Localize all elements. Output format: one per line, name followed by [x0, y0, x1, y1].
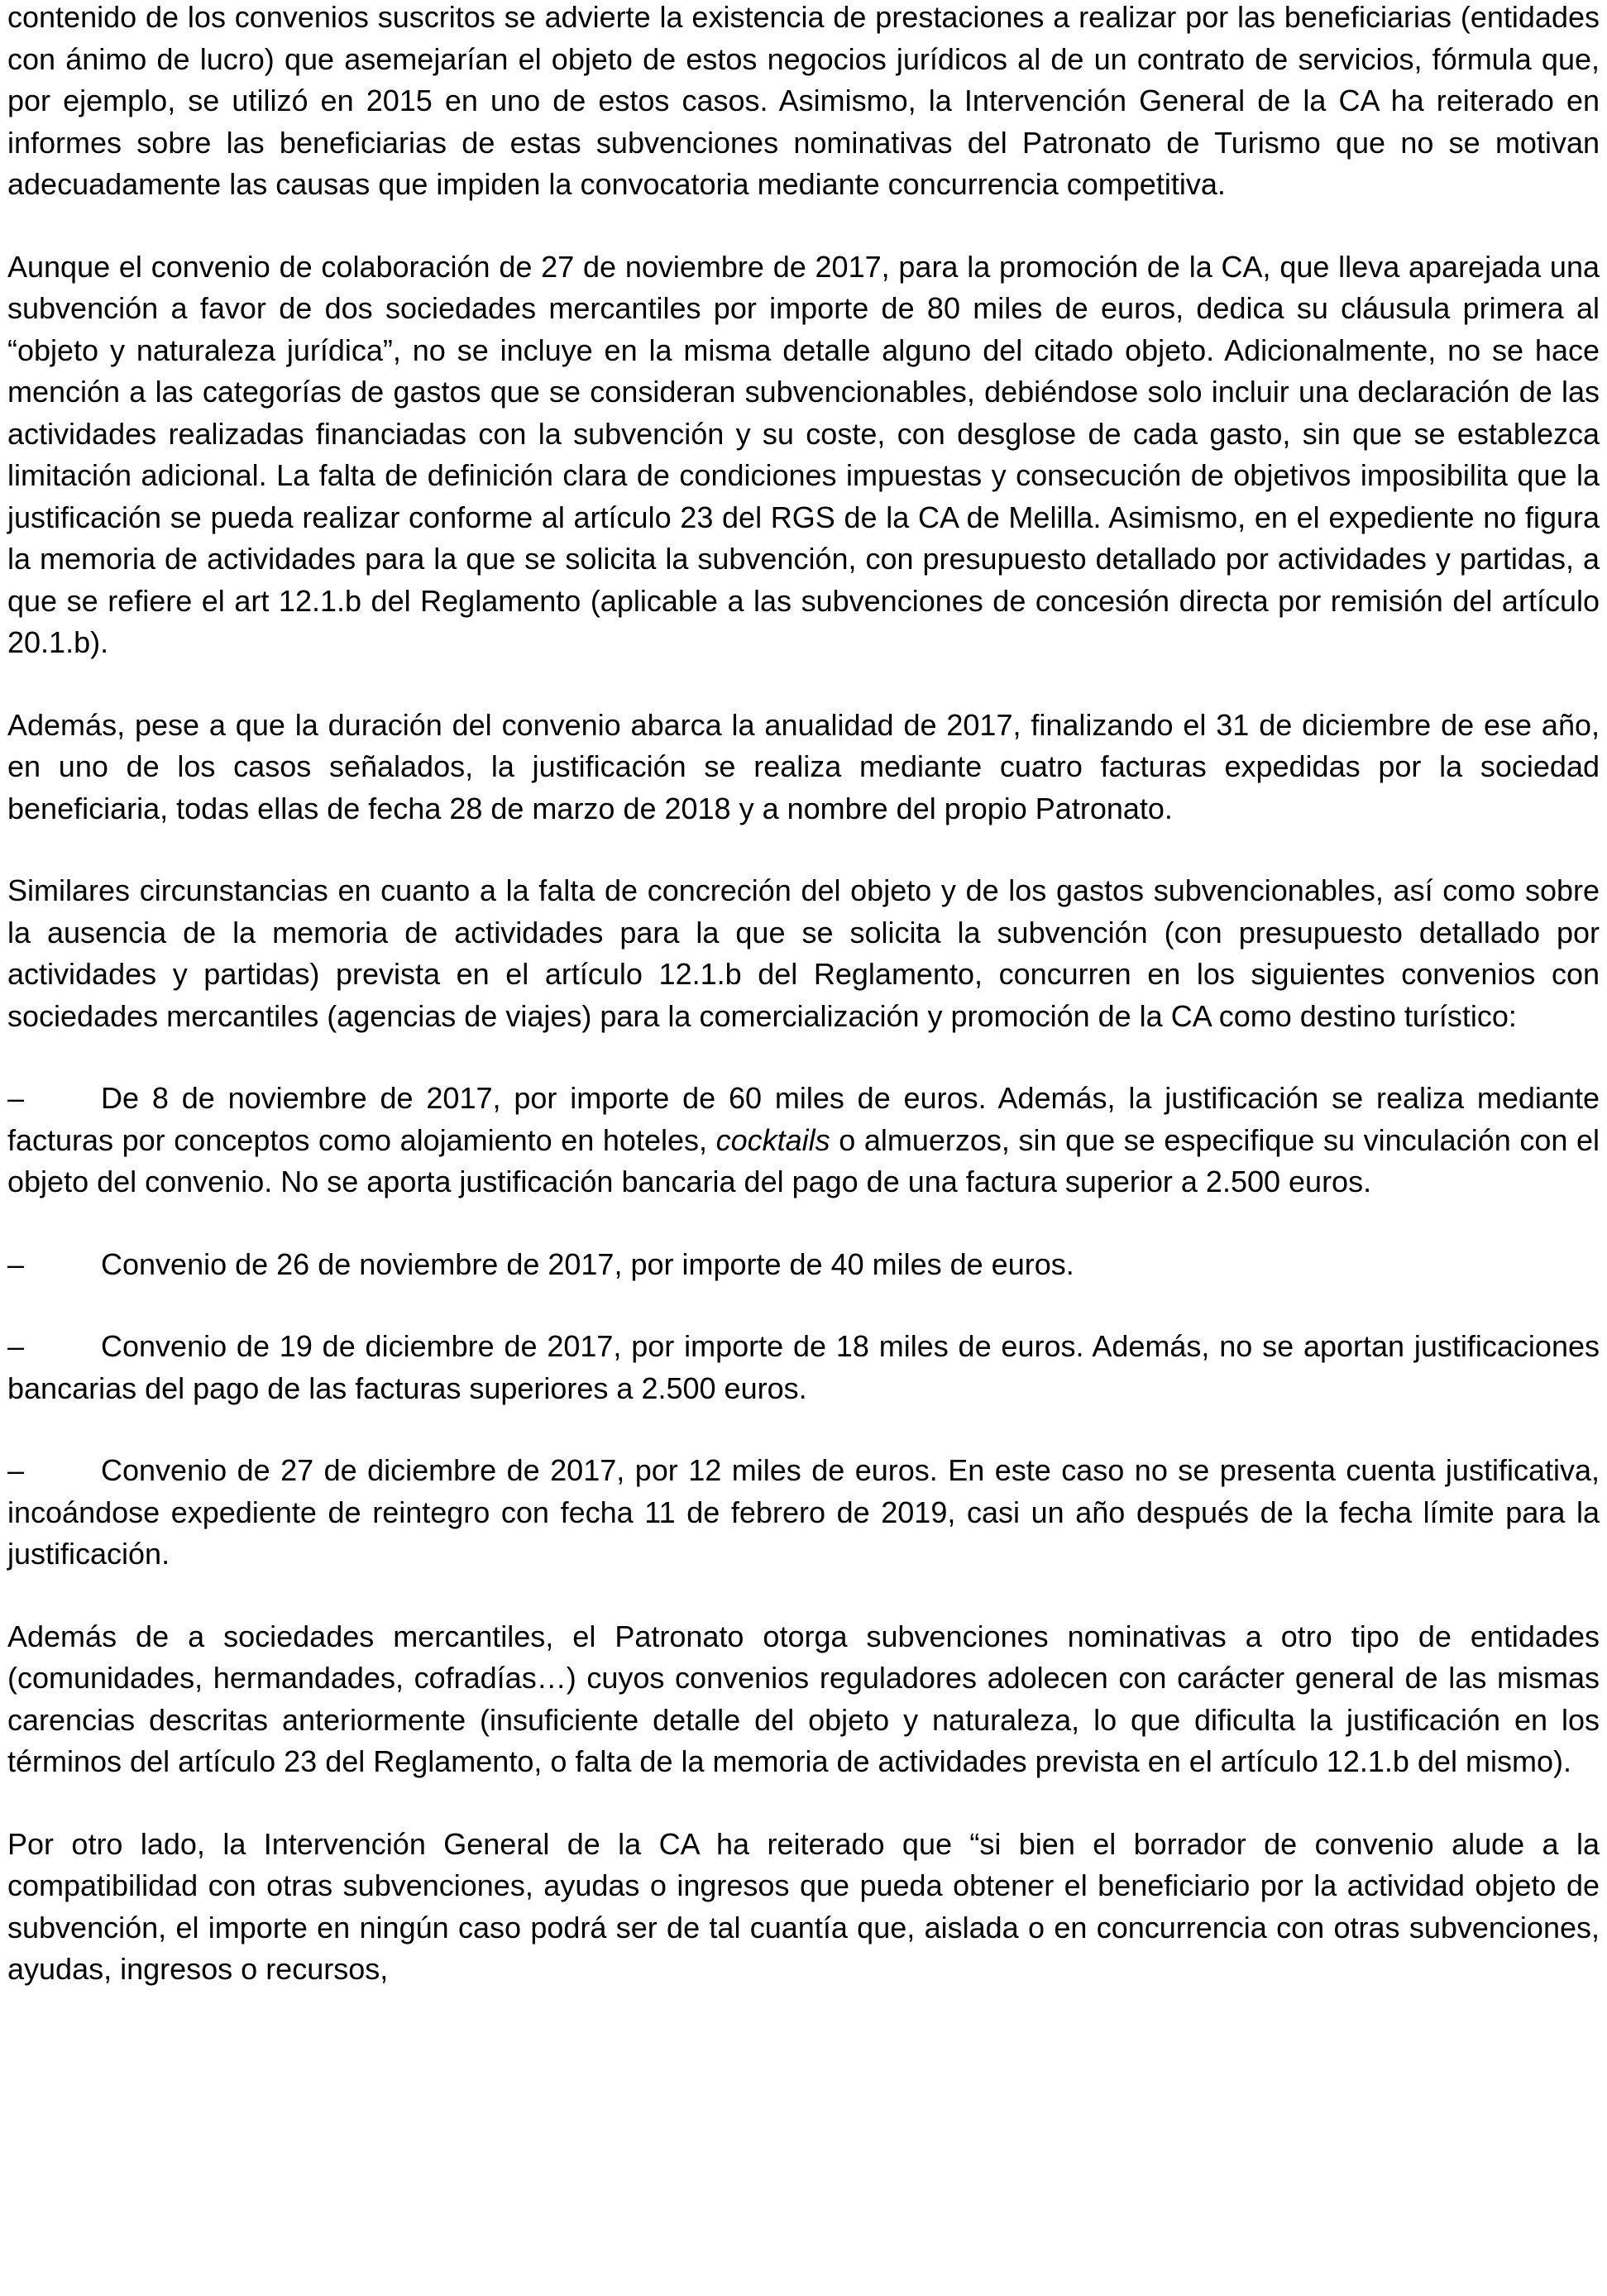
- paragraph-2: Aunque el convenio de colaboración de 27 de noviembre de 2017, para la promoción de la CA, que lleva aparejada una subvención a favor de dos sociedades mercantiles por importe de 80 miles de euros, dedica su cláusula primera al “objeto y naturaleza jurídica”, no se incluye en la misma detalle alguno del citado objeto. Adicionalmente, no se hace mención a las categorías de gastos que se consideran subvencionables, debiéndose solo incluir una declaración de las actividades realizadas financiadas con la subvención y su coste, con desglose de cada gasto, sin que se establezca limitación adicional. La falta de definición clara de condiciones impuestas y consecución de objetivos imposibilita que la justificación se pueda realizar conforme al artículo 23 del RGS de la CA de Melilla. Asimismo, en el expediente no figura la memoria de actividades para la que se solicita la subvención, con presupuesto detallado por actividades y partidas, a que se refiere el art 12.1.b del Reglamento (aplicable a las subvenciones de concesión directa por remisión del artículo 20.1.b).: [7, 249, 1600, 659]
- list-item-text: De 8 de noviembre de 2017, por importe de 60 miles de euros. Además, la justificación se realiza mediante facturas por conceptos como alojamiento en hoteles,: [7, 1081, 1600, 1157]
- dash-bullet-icon: –: [7, 1453, 25, 1487]
- dash-bullet-icon: –: [7, 1246, 25, 1281]
- list-item: [7, 1244, 1600, 1286]
- list-item: [7, 1078, 1600, 1203]
- dash-bullet-icon: –: [7, 1081, 25, 1115]
- paragraph-5: Además de a sociedades mercantiles, el Patronato otorga subvenciones nominativas a otro tipo de entidades (comunidades, hermandades, cofradías…) cuyos convenios reguladores adolecen con carácter general de las mismas carencias descritas anteriormente (insuficiente detalle del objeto y naturaleza, lo que dificulta la justificación en los términos del artículo 23 del Reglamento, o falta de la memoria de actividades prevista en el artículo 12.1.b del mismo).: [7, 1619, 1600, 1778]
- list-item-text: Convenio de 19 de diciembre de 2017, por importe de 18 miles de euros. Además, no se aportan justificaciones bancarias del pago de las facturas superiores a 2.500 euros.: [7, 1329, 1600, 1405]
- list-item-italic-text: cocktails: [715, 1122, 830, 1157]
- list-item-text: o almuerzos, sin que se especifique su vinculación con el objeto del convenio. No se aporta justificación bancaria del pago de una factura superior a 2.500 euros.: [7, 1122, 1600, 1198]
- list-item-text: Convenio de 26 de noviembre de 2017, por importe de 40 miles de euros.: [101, 1246, 1074, 1281]
- paragraph-1: contenido de los convenios suscritos se advierte la existencia de prestaciones a realizar por las beneficiarias (entidades con ánimo de lucro) que asemejarían el objeto de estos negocios jurídicos al de un contrato de servicios, fórmula que, por ejemplo, se utilizó en 2015 en uno de estos casos. Asimismo, la Intervención General de la CA ha reiterado en informes sobre las beneficiarias de estas subvenciones nominativas del Patronato de Turismo que no se motivan adecuadamente las causas que impiden la convocatoria mediante concurrencia competitiva.: [7, 0, 1600, 201]
- list-item: [7, 1450, 1600, 1576]
- paragraph-4: Similares circunstancias en cuanto a la falta de concreción del objeto y de los gastos subvencionables, así como sobre la ausencia de la memoria de actividades para la que se solicita la subvención (con presupuesto detallado por actividades y partidas) prevista en el artículo 12.1.b del Reglamento, concurren en los siguientes convenios con sociedades mercantiles (agencias de viajes) para la comercialización y promoción de la CA como destino turístico:: [7, 873, 1600, 1033]
- paragraph-3: Además, pese a que la duración del convenio abarca la anualidad de 2017, finalizando el 31 de diciembre de ese año, en uno de los casos señalados, la justificación se realiza mediante cuatro facturas expedidas por la sociedad beneficiaria, todas ellas de fecha 28 de marzo de 2018 y a nombre del propio Patronato.: [7, 707, 1600, 825]
- list-item: [7, 1326, 1600, 1409]
- paragraph-6: Por otro lado, la Intervención General de la CA ha reiterado que “si bien el borrador de convenio alude a la compatibilidad con otras subvenciones, ayudas o ingresos que pueda obtener el beneficiario por la actividad objeto de subvención, el importe en ningún caso podrá ser de tal cuantía que, aislada o en concurrencia con otras subvenciones, ayudas, ingresos o recursos,: [7, 1826, 1600, 1986]
- dash-bullet-icon: –: [7, 1329, 25, 1363]
- list-item-text: Convenio de 27 de diciembre de 2017, por 12 miles de euros. En este caso no se presenta cuenta justificativa, incoándose expediente de reintegro con fecha 11 de febrero de 2019, casi un año después de la fecha límite para la justificación.: [7, 1453, 1600, 1571]
- document-page: [7, 0, 1600, 2031]
